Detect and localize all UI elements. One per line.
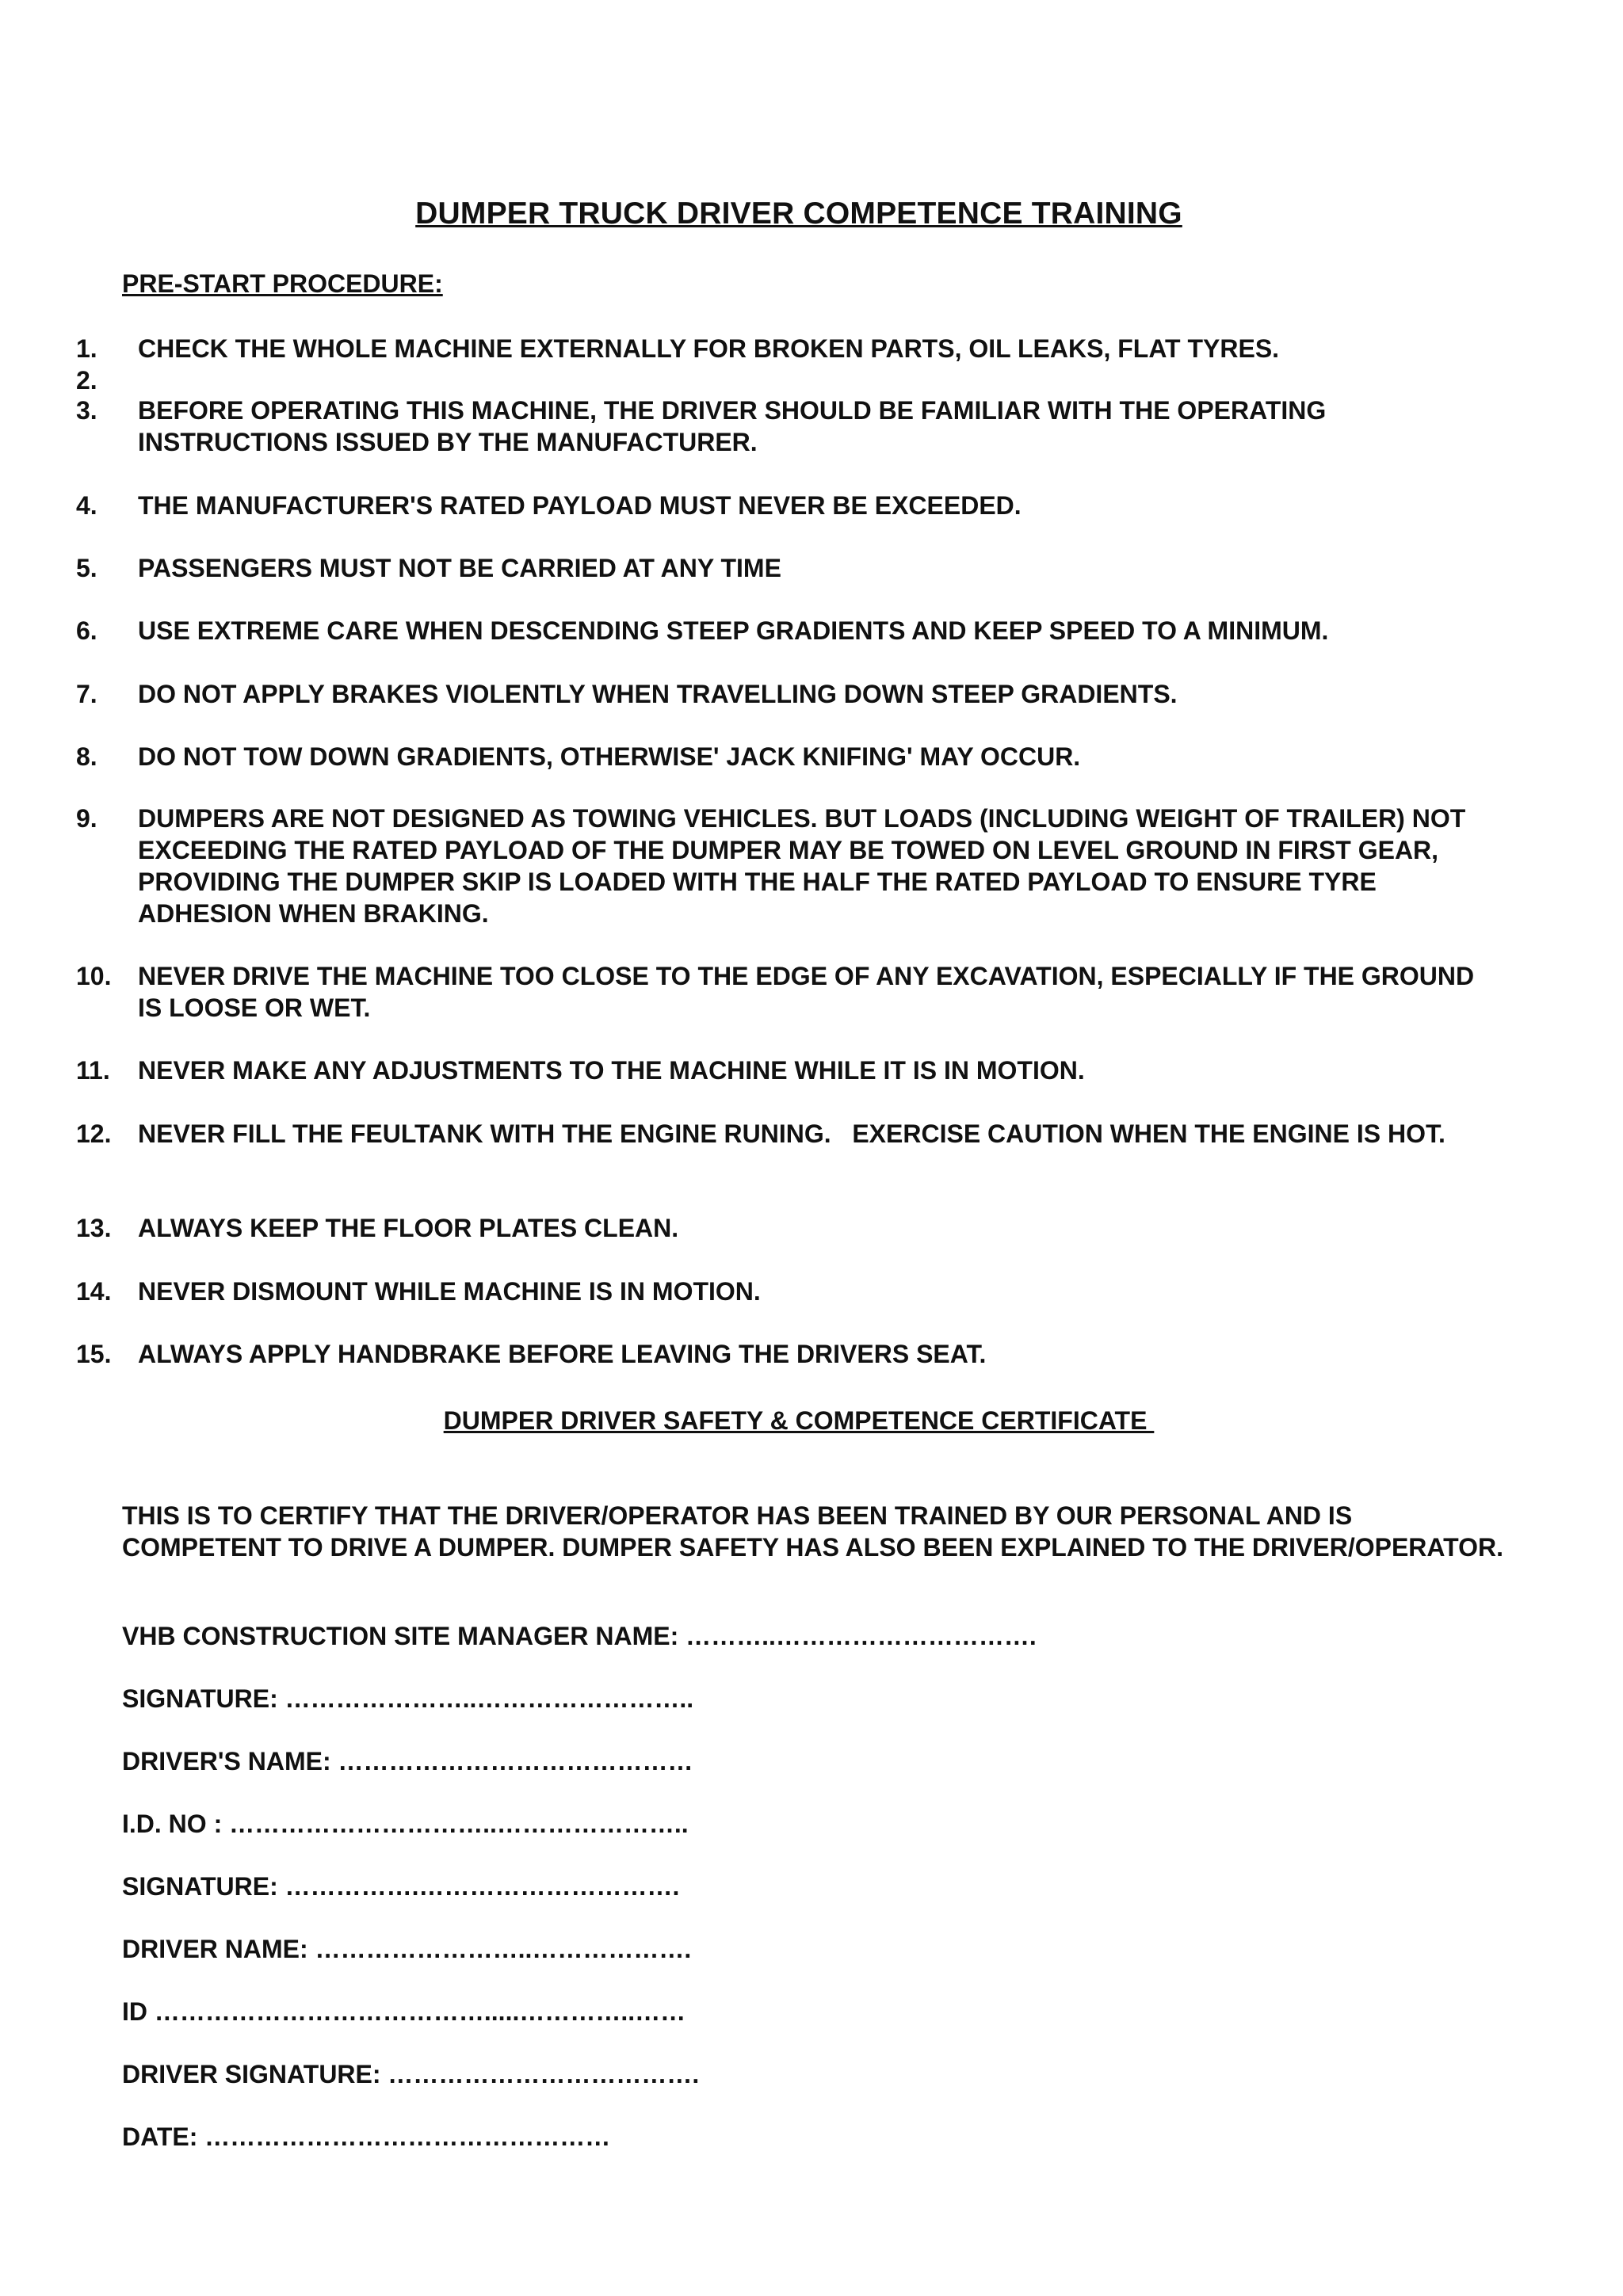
procedure-item <box>76 615 1503 646</box>
procedure-item <box>76 1118 1503 1150</box>
procedure-item <box>76 333 1503 364</box>
procedure-item <box>76 678 1503 710</box>
procedure-item <box>76 1212 1503 1244</box>
item-text: USE EXTREME CARE WHEN DESCENDING STEEP GRADIENTS AND KEEP SPEED TO A MINIMUM. <box>138 616 1329 645</box>
procedure-item <box>76 741 1503 772</box>
item-text: BEFORE OPERATING THIS MACHINE, THE DRIVER SHOULD BE FAMILIAR WITH THE OPERATING INSTRUCTIONS ISSUED BY THE MANUFACTURER. <box>138 396 1327 456</box>
item-text: DO NOT APPLY BRAKES VIOLENTLY WHEN TRAVELLING DOWN STEEP GRADIENTS. <box>138 680 1178 708</box>
signature-field: SIGNATURE: …………….…………………………. <box>122 1872 680 1901</box>
item-text: NEVER FILL THE FEULTANK WITH THE ENGINE RUNING. EXERCISE CAUTION WHEN THE ENGINE IS HOT. <box>138 1119 1445 1148</box>
item-text: NEVER DRIVE THE MACHINE TOO CLOSE TO THE EDGE OF ANY EXCAVATION, ESPECIALLY IF THE GROUND IS LOOSE OR WET. <box>138 962 1475 1022</box>
item-number: 14. <box>76 1277 112 1306</box>
procedure-item <box>76 395 1503 458</box>
procedure-item <box>76 960 1503 1024</box>
date-field: DATE: ………………………………………… <box>122 2122 611 2151</box>
item-number: 12. <box>76 1119 112 1148</box>
item-number: 9. <box>76 804 97 833</box>
procedure-item <box>76 803 1503 929</box>
item-text: ALWAYS APPLY HANDBRAKE BEFORE LEAVING THE DRIVERS SEAT. <box>138 1340 987 1368</box>
item-number: 5. <box>76 554 97 582</box>
item-number: 15. <box>76 1340 112 1368</box>
procedure-item <box>76 1276 1503 1307</box>
section-heading-prestart: PRE-START PROCEDURE: <box>122 269 443 298</box>
item-text: DUMPERS ARE NOT DESIGNED AS TOWING VEHICLES. BUT LOADS (INCLUDING WEIGHT OF TRAILER) NOT EXCEEDING THE RATED PAYLOAD OF THE DUMPER MAY BE TOWED ON LEVEL GROUND IN FIRST GEAR, PROVIDING THE DUMPER SKIP IS LOADED WITH THE HALF THE RATED PAYLOAD TO ENSURE TYRE ADHESION WHEN BRAKING. <box>138 804 1466 928</box>
site-manager-signature-field: SIGNATURE: …………………..…………………….. <box>122 1684 694 1713</box>
driver-signature-field: DRIVER SIGNATURE: ………………………………. <box>122 2060 700 2088</box>
item-number: 2. <box>76 366 97 395</box>
item-text: NEVER MAKE ANY ADJUSTMENTS TO THE MACHINE WHILE IT IS IN MOTION. <box>138 1056 1085 1085</box>
item-number: 8. <box>76 742 97 771</box>
item-number: 13. <box>76 1214 112 1242</box>
procedure-item <box>76 1055 1503 1086</box>
item-text: ALWAYS KEEP THE FLOOR PLATES CLEAN. <box>138 1214 679 1242</box>
procedure-item <box>76 552 1503 584</box>
procedure-item <box>76 1338 1503 1370</box>
certificate-statement: THIS IS TO CERTIFY THAT THE DRIVER/OPERATOR HAS BEEN TRAINED BY OUR PERSONAL AND IS COMPETENT TO DRIVE A DUMPER. DUMPER SAFETY HAS ALSO BEEN EXPLAINED TO THE DRIVER/OPERATOR. <box>122 1501 1503 1562</box>
item-number: 10. <box>76 962 112 990</box>
item-text: DO NOT TOW DOWN GRADIENTS, OTHERWISE' JACK KNIFING' MAY OCCUR. <box>138 742 1081 771</box>
driver-name-field: DRIVER NAME: ……………………..………………. <box>122 1935 692 1963</box>
item-number: 11. <box>76 1056 110 1085</box>
item-text: THE MANUFACTURER'S RATED PAYLOAD MUST NEVER BE EXCEEDED. <box>138 491 1022 520</box>
item-number: 1. <box>76 334 97 363</box>
item-text: NEVER DISMOUNT WHILE MACHINE IS IN MOTION. <box>138 1277 761 1306</box>
certificate-heading: DUMPER DRIVER SAFETY & COMPETENCE CERTIFICATE <box>443 1406 1155 1435</box>
document-title: DUMPER TRUCK DRIVER COMPETENCE TRAINING <box>415 196 1182 231</box>
item-number: 6. <box>76 616 97 645</box>
item-text: PASSENGERS MUST NOT BE CARRIED AT ANY TIME <box>138 554 781 582</box>
id-number-field: I.D. NO : …………………………..………………….. <box>122 1810 689 1838</box>
item-number: 4. <box>76 491 97 520</box>
item-number: 7. <box>76 680 97 708</box>
item-text: CHECK THE WHOLE MACHINE EXTERNALLY FOR BROKEN PARTS, OIL LEAKS, FLAT TYRES. <box>138 334 1280 363</box>
id-field: ID ………………………………….....…………..…… <box>122 1997 686 2026</box>
drivers-name-field: DRIVER'S NAME: …………………………………… <box>122 1747 693 1775</box>
item-number: 3. <box>76 396 97 425</box>
procedure-item <box>76 490 1503 521</box>
site-manager-name-field: VHB CONSTRUCTION SITE MANAGER NAME: ………..…………………………. <box>122 1622 1037 1650</box>
